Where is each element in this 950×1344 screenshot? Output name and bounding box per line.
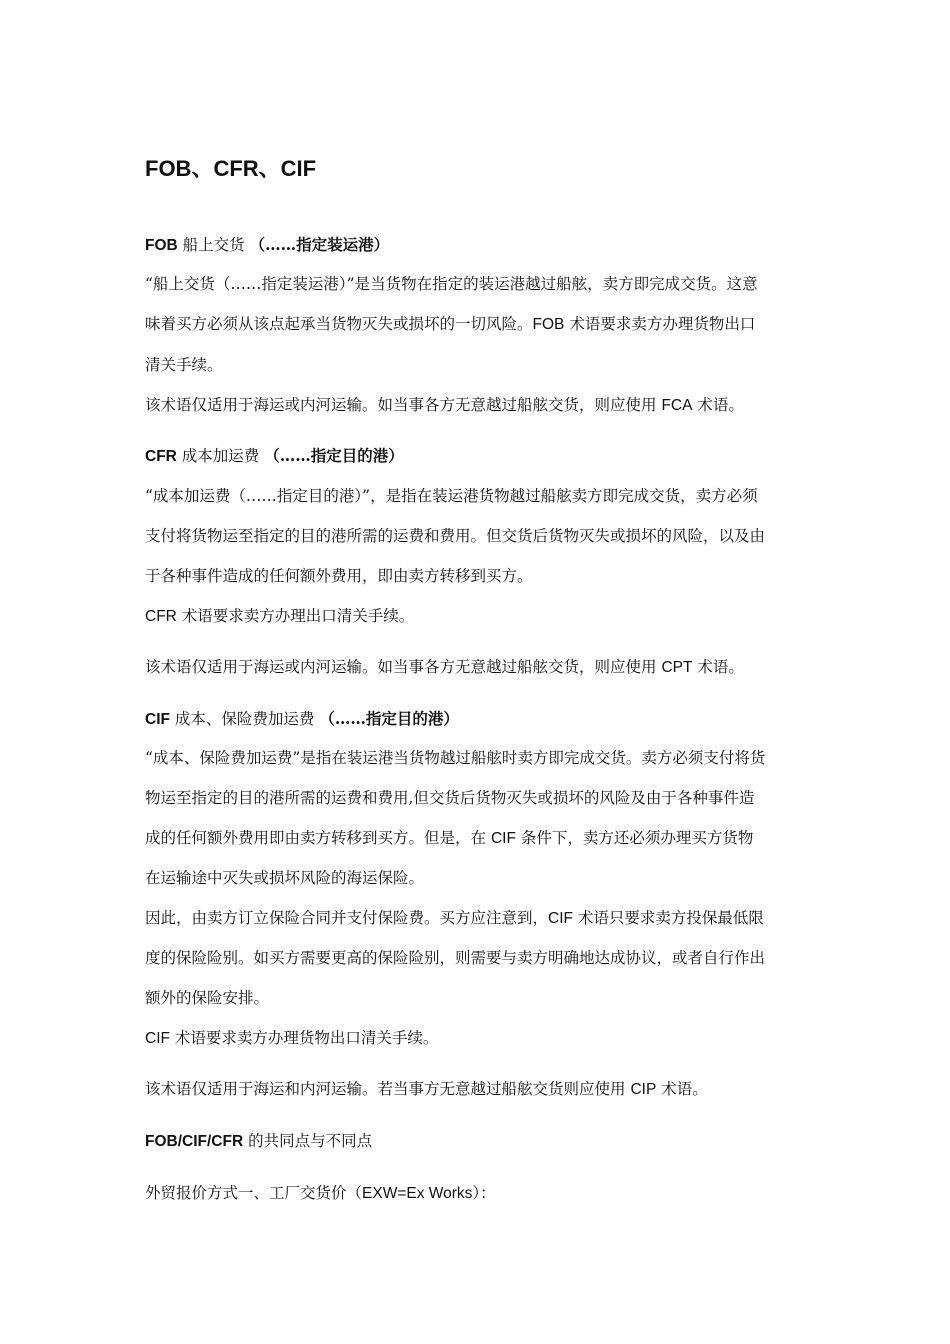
cfr-para1-line2: 支付将货物运至指定的目的港所需的运费和费用。但交货后货物灭失或损坏的风险，以及由 (145, 527, 766, 545)
cif-paren: （……指定目的港） (319, 709, 459, 728)
cif-para4-term: CIP (630, 1081, 657, 1098)
cif-para2-line1-a: 因此，由卖方订立保险合同并支付保险费。买方应注意到， (145, 909, 549, 927)
fob-name: 船上交货 (177, 236, 250, 254)
cif-para4-a: 该术语仅适用于海运和内河运输。若当事方无意越过船舷交货则应使用 (145, 1080, 631, 1098)
fob-para1-line1: “船上交货（……指定装运港）”是当货物在指定的装运港越过船舷，卖方即完成交货。这意 (145, 275, 758, 293)
fob-para2-c: 术语。 (692, 396, 744, 414)
fob-para2 (145, 395, 744, 416)
cfr-para3 (145, 657, 744, 678)
cfr-name: 成本加运费 (176, 447, 265, 465)
cif-para3-term: CIF (145, 1030, 170, 1047)
cif-para4 (145, 1079, 708, 1100)
exw-c: ）： (472, 1184, 496, 1202)
fob-para1-line2-term: FOB (532, 316, 565, 333)
fob-para2-term: FCA (661, 397, 693, 414)
cif-para1-line4: 在运输途中灭失或损坏风险的海运保险。 (145, 869, 425, 887)
cfr-paren: （……指定目的港） (264, 446, 404, 465)
cfr-heading (145, 446, 404, 467)
cif-para3 (145, 1028, 438, 1049)
cif-code: CIF (145, 711, 170, 728)
document-title: FOB、CFR、CIF (145, 156, 317, 181)
cif-para1-line2: 物运至指定的目的港所需的运费和费用,但交货后货物灭失或损坏的风险及由于各种事件造 (145, 789, 755, 807)
cif-para2-line2: 度的保险险别。如买方需要更高的保险险别，则需要与卖方明确地达成协议，或者自行作出 (145, 949, 766, 967)
cfr-para2 (145, 606, 414, 627)
fob-para1-line2-a: 味着买方必须从该点起承当货物灭失或损坏的一切风险。 (145, 315, 533, 333)
exw-term: EXW=Ex Works (362, 1185, 473, 1202)
exw-line (145, 1183, 496, 1204)
fob-para1-line3: 清关手续。 (145, 356, 223, 374)
cfr-para2-b: 术语要求卖方办理出口清关手续。 (176, 607, 415, 625)
cfr-para3-term: CPT (661, 659, 693, 676)
cif-para3-b: 术语要求卖方办理货物出口清关手续。 (169, 1029, 439, 1047)
compare-text: 的共同点与不同点 (243, 1132, 373, 1150)
cif-para2-line3: 额外的保险安排。 (145, 989, 270, 1007)
compare-code: FOB/CIF/CFR (145, 1133, 244, 1150)
cfr-para1-line1: “成本加运费（……指定目的港）”，是指在装运港货物越过船舷卖方即完成交货，卖方必须 (145, 487, 758, 505)
cif-para1-line1: “成本、保险费加运费”是指在装运港当货物越过船舷时卖方即完成交货。卖方必须支付将货 (145, 749, 766, 767)
cif-para1-line3-term: CIF (490, 830, 516, 847)
cif-para2-line1-c: 术语只要求卖方投保最低限 (572, 909, 764, 927)
cif-para1-line3 (145, 828, 753, 849)
fob-para1-line2 (145, 314, 755, 335)
cif-para2-line1 (145, 908, 764, 929)
compare-heading (145, 1131, 372, 1152)
cfr-code: CFR (145, 448, 177, 465)
fob-para1-line2-c: 术语要求卖方办理货物出口 (564, 315, 756, 333)
cfr-para3-a: 该术语仅适用于海运或内河运输。如当事各方无意越过船舷交货，则应使用 (145, 658, 662, 676)
cfr-para2-term: CFR (145, 608, 177, 625)
fob-para2-a: 该术语仅适用于海运或内河运输。如当事各方无意越过船舷交货，则应使用 (145, 396, 662, 414)
cfr-para1-line3: 于各种事件造成的任何额外费用，即由卖方转移到买方。 (145, 567, 533, 585)
cif-para1-line3-c: 条件下，卖方还必须办理买方货物 (515, 829, 754, 847)
cif-para2-line1-term: CIF (548, 910, 573, 927)
cfr-para3-c: 术语。 (692, 658, 744, 676)
fob-heading (145, 235, 389, 256)
cif-para1-line3-a: 成的任何额外费用即由卖方转移到买方。但是，在 (145, 829, 491, 847)
cif-name: 成本、保险费加运费 (169, 710, 320, 728)
cif-para4-c: 术语。 (656, 1080, 708, 1098)
exw-a: 外贸报价方式一、工厂交货价（ (145, 1184, 363, 1202)
fob-paren: （……指定装运港） (249, 235, 390, 254)
fob-code: FOB (145, 237, 178, 254)
cif-heading (145, 709, 459, 730)
